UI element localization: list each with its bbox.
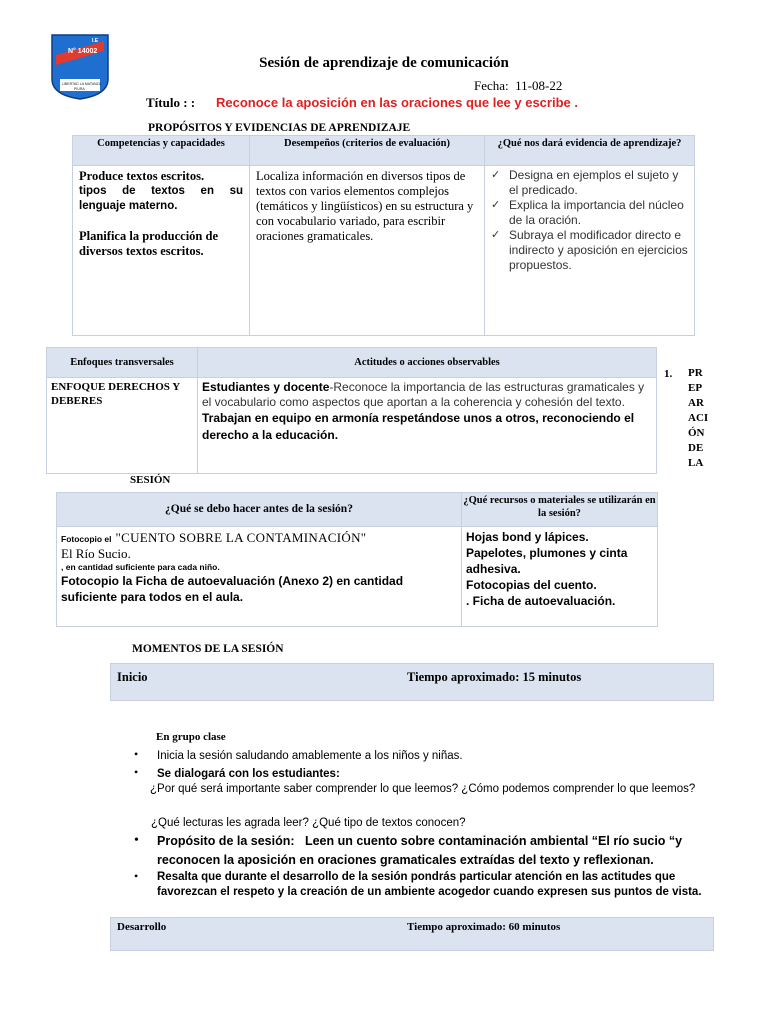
svg-text:I.E: I.E [92, 38, 99, 44]
check-icon: ✓ [491, 169, 501, 181]
col-antes: ¿Qué se debo hacer antes de la sesión? [57, 493, 462, 527]
fecha-line [474, 78, 562, 94]
evidence-item [491, 168, 690, 198]
sesion-label: SESIÓN [130, 474, 171, 486]
col-actitudes: Actitudes o acciones observables [198, 348, 657, 378]
vertical-fragment: AR [688, 397, 704, 409]
evidence-text: Subraya el modificador directo e indirecto y aposición en ejercicios propuestos. [509, 228, 688, 272]
proposito-sesion [157, 832, 713, 870]
desempeno-cell [250, 166, 485, 336]
enfoque-cell: ENFOQUE DERECHOS Y DEBERES [47, 378, 198, 474]
col-enfoques: Enfoques transversales [47, 348, 198, 378]
actitudes-cell [198, 378, 657, 474]
competencias-cell [73, 166, 250, 336]
col-recursos: ¿Qué recursos o materiales se utilizarán en la sesión? [462, 493, 658, 527]
bullet-icon: • [134, 869, 139, 883]
evidence-list [489, 168, 690, 273]
inicio-tiempo: Tiempo aproximado: 15 minutos [407, 670, 582, 684]
comp-2: tipos de textos en su lenguaje materno. [79, 185, 243, 212]
recurso-item: . Ficha de autoevaluación. [466, 594, 616, 608]
titulo-label: Título : : [146, 95, 196, 110]
recursos-cell [462, 527, 658, 627]
vertical-fragment: EP [688, 382, 703, 394]
antes-cell [57, 527, 462, 627]
inicio-bullet-4: Resalta que durante el desarrollo de la sesión pondrás particular atención en las actitudes que favorezcan el respeto y la creación de un ambiente acogedor cuando expresen sus puntos de vista. [157, 871, 702, 898]
col-competencias: Competencias y capacidades [73, 136, 250, 166]
col-desempenos: Desempeños (criterios de evaluación) [250, 136, 485, 166]
inicio-bullet-2: Se dialogará con los estudiantes: [157, 768, 340, 780]
vertical-fragment: PR [688, 367, 703, 379]
actitud-2: Trabajan en equipo en armonía respetándose unos a otros, reconociendo el derecho a la educación. [202, 411, 635, 442]
proposito-label: Propósito de la sesión: [157, 834, 295, 848]
document-title: Sesión de aprendizaje de comunicación [259, 55, 509, 71]
desarrollo-tiempo: Tiempo aproximado: 60 minutos [407, 921, 561, 933]
recurso-item: Hojas bond y lápices. [466, 530, 589, 544]
titulo-value: Reconoce la aposición en las oraciones que lee y escribe . [216, 95, 578, 110]
antes-cuento: "CUENTO SOBRE LA CONTAMINACIÓN" [115, 530, 367, 545]
col-evidencia: ¿Qué nos dará evidencia de aprendizaje? [485, 136, 695, 166]
check-icon: ✓ [491, 199, 501, 211]
recurso-item: Papelotes, plumones y cinta adhesiva. [466, 546, 628, 576]
comp-1: Produce textos escritos. [79, 169, 205, 183]
actitud-subject: Estudiantes y docente [202, 380, 330, 394]
actitud-1 [202, 380, 652, 410]
propositos-heading: PROPÓSITOS Y EVIDENCIAS DE APRENDIZAJE [148, 122, 411, 134]
vertical-fragment: LA [688, 457, 704, 469]
list-number: 1. [664, 368, 673, 380]
momentos-heading: MOMENTOS DE LA SESIÓN [132, 643, 284, 655]
bullet-icon: • [134, 747, 139, 761]
fecha-value: 11-08-22 [515, 78, 563, 93]
svg-text:LIBERTAD LA MATANZA: LIBERTAD LA MATANZA [62, 82, 102, 86]
antes-titulo: El Río Sucio. [61, 546, 131, 561]
check-icon: ✓ [491, 229, 501, 241]
antes-nota: , en cantidad suficiente para cada niño. [61, 562, 220, 572]
pregunta-2: ¿Qué lecturas les agrada leer? ¿Qué tipo de textos conocen? [151, 817, 466, 829]
inicio-label: Inicio [117, 670, 148, 684]
evidencia-cell [485, 166, 695, 336]
antes-ficha: Fotocopio la Ficha de autoevaluación (Anexo 2) en cantidad suficiente para todos en el aula. [61, 574, 404, 604]
svg-text:N° 14002: N° 14002 [68, 48, 98, 55]
bullet-icon: • [134, 833, 139, 848]
pregunta-1: ¿Por qué será importante saber comprender lo que leemos? ¿Cómo podemos comprender lo que leemos? [150, 783, 696, 795]
vertical-fragment: ACI [688, 412, 709, 424]
desarrollo-band [110, 917, 714, 951]
evidence-item [491, 228, 690, 273]
vertical-fragment: DE [688, 442, 704, 454]
vertical-fragment: ÓN [688, 427, 705, 439]
desarrollo-label: Desarrollo [117, 921, 167, 933]
proposito-text: Leen un cuento sobre contaminación ambiental “El río sucio “y reconocen la aposición en oraciones gramaticales extraídas del texto y reflexionan. [157, 834, 683, 867]
svg-text:PIURA: PIURA [74, 87, 85, 91]
inicio-bullet-1: Inicia la sesión saludando amablemente a los niños y niñas. [157, 750, 463, 762]
inicio-band [110, 663, 714, 701]
fecha-label: Fecha: [474, 78, 509, 93]
actitud-rest: -Reconoce la importancia de las estructuras gramaticales y el vocabulario como aspectos que aportan a la coherencia y cohesión del texto. [202, 380, 645, 409]
antes-line [61, 529, 457, 547]
propositos-table [72, 135, 695, 336]
bullet-icon: • [134, 765, 139, 779]
evidence-item [491, 198, 690, 228]
comp-3: Planifica la producción de diversos textos escritos. [79, 229, 219, 258]
sesion-table [56, 492, 658, 627]
grupo-clase: En grupo clase [156, 731, 226, 743]
desempeno-text: Localiza información en diversos tipos de textos con varios elementos complejos (temáticos y lingüísticos) en su estructura y con vocabulario variado, para escribir oraciones gramaticales. [256, 169, 474, 243]
preparacion-vertical [688, 366, 718, 471]
recurso-item: Fotocopias del cuento. [466, 578, 597, 592]
evidence-text: Explica la importancia del núcleo de la oración. [509, 198, 684, 227]
enfoques-table [46, 347, 657, 474]
antes-small: Fotocopio el [61, 534, 112, 544]
evidence-text: Designa en ejemplos el sujeto y el predicado. [509, 168, 679, 197]
